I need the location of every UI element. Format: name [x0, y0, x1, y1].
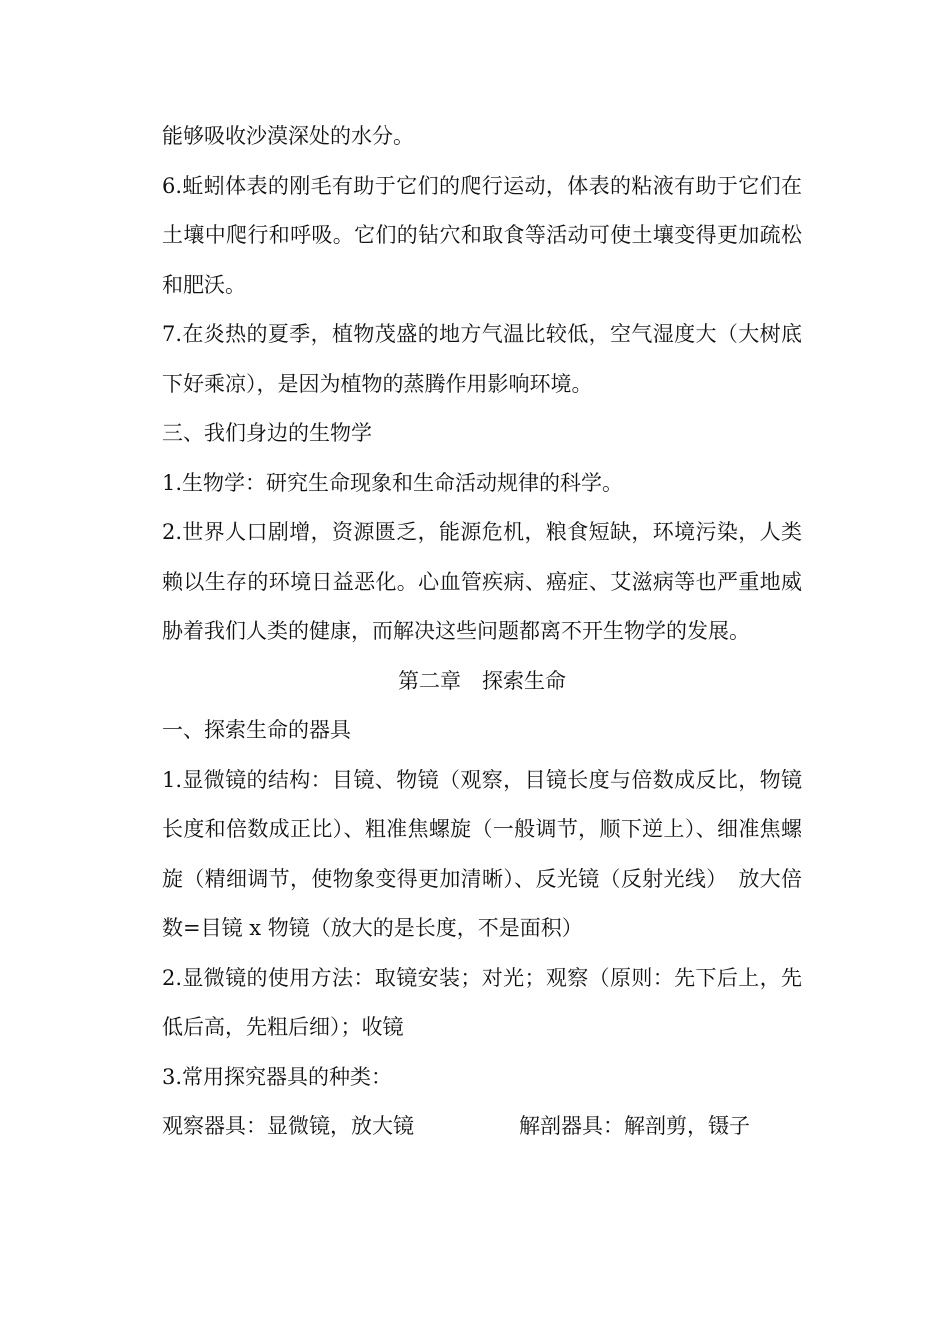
tools-row — [162, 1102, 802, 1152]
paragraph-summer: 7.在炎热的夏季，植物茂盛的地方气温比较低，空气湿度大（大树底下好乘凉），是因为植物的蒸腾作用影响环境。 — [162, 322, 802, 396]
paragraph-continuation: 能够吸收沙漠深处的水分。 — [162, 124, 414, 148]
item-microscope-usage: 2.显微镜的使用方法：取镜安装；对光；观察（原则：先下后上，先低后高，先粗后细）；收镜 — [162, 965, 802, 1039]
paragraph-biology-definition: 1.生物学：研究生命现象和生命活动规律的科学。 — [162, 470, 624, 495]
dissect-tools: 解剖器具：解剖剪，镊子 — [519, 1114, 750, 1138]
paragraph-earthworm: 6.蚯蚓体表的刚毛有助于它们的爬行运动，体表的粘液有助于它们在土壤中爬行和呼吸。它们的钻穴和取食等活动可使土壤变得更加疏松和肥沃。 — [162, 173, 802, 297]
section-heading-biology: 三、我们身边的生物学 — [162, 421, 372, 445]
observe-tools: 观察器具：显微镜，放大镜 — [162, 1114, 414, 1138]
document-page — [162, 112, 802, 1152]
paragraph-world-problems: 2.世界人口剧增，资源匮乏，能源危机，粮食短缺，环境污染，人类赖以生存的环境日益恶化。心血管疾病、癌症、艾滋病等也严重地威胁着我们人类的健康，而解决这些问题都离不开生物学的发展。 — [162, 520, 802, 643]
chapter-title: 第二章 探索生命 — [398, 668, 566, 693]
item-tool-types: 3.常用探究器具的种类： — [162, 1064, 393, 1089]
item-microscope-structure: 1.显微镜的结构：目镜、物镜（观察，目镜长度与倍数成反比，物镜长度和倍数成正比）、粗准焦螺旋（一般调节，顺下逆上）、细准焦螺旋（精细调节，使物象变得更加清晰）、反光镜（反射光线） 放大倍数=目镜 x 物镜（放大的是长度，不是面积） — [162, 767, 802, 940]
section-heading-tools: 一、探索生命的器具 — [162, 718, 351, 742]
